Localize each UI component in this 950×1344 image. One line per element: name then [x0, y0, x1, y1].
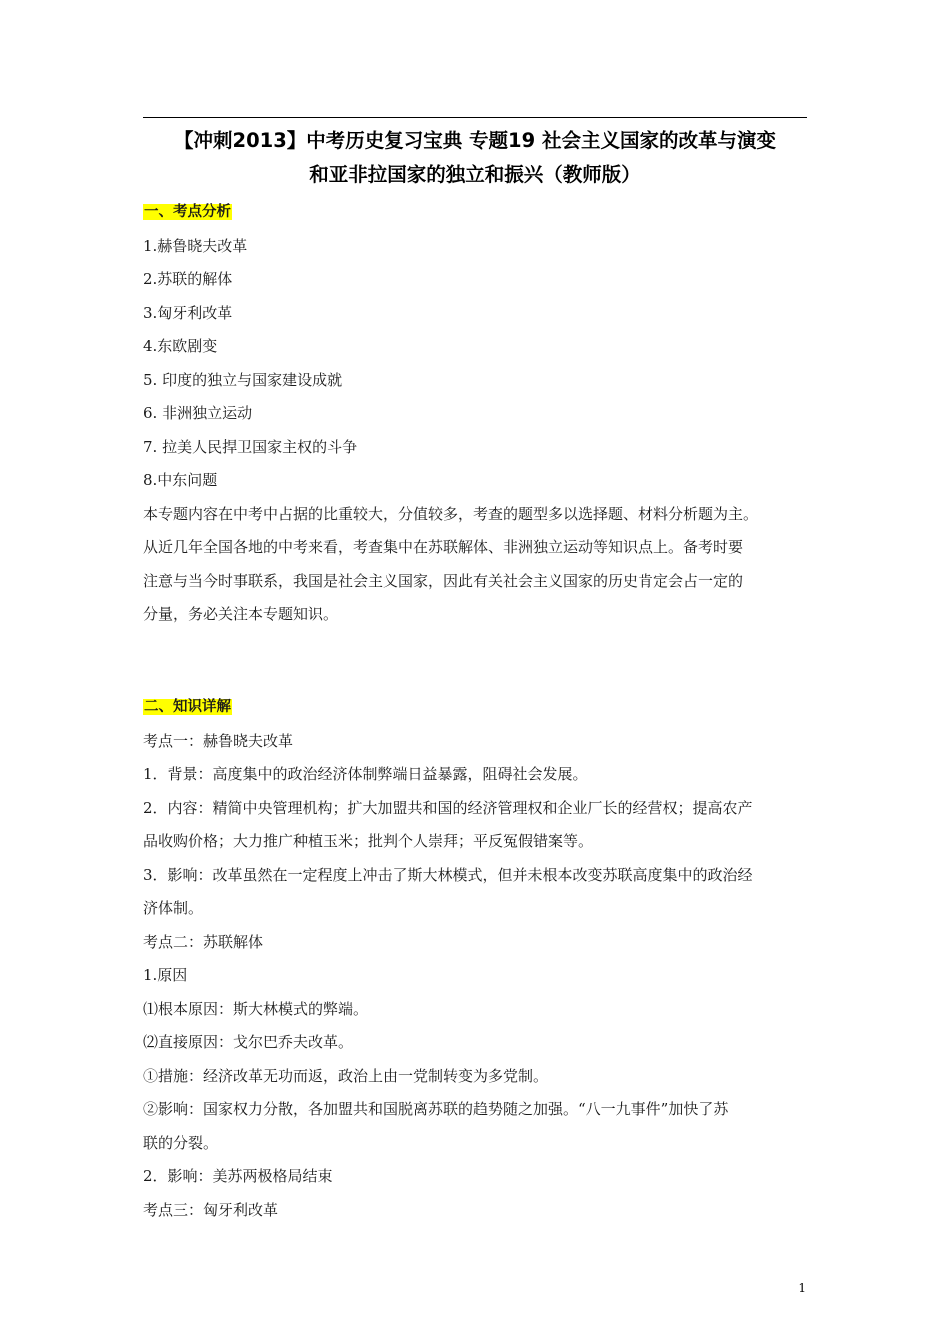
section-heading-details: 二、知识详解	[144, 699, 231, 715]
body-line: 考点三：匈牙利改革	[143, 1200, 279, 1219]
body-line: ⑴根本原因：斯大林模式的弊端。	[143, 999, 369, 1018]
body-line: 1.原因	[143, 966, 188, 984]
title-line-2: 和亚非拉国家的独立和振兴（教师版）	[309, 163, 641, 186]
summary-line: 分量，务必关注本专题知识。	[143, 605, 339, 623]
list-item: 4.东欧剧变	[143, 337, 218, 355]
list-item: 8.中东问题	[143, 471, 218, 489]
body-line: 3．影响：改革虽然在一定程度上冲击了斯大林模式，但并未根本改变苏联高度集中的政治经	[143, 865, 753, 884]
section-heading-analysis: 一、考点分析	[144, 204, 231, 220]
list-item: 3.匈牙利改革	[143, 303, 233, 322]
list-item: 7. 拉美人民捍卫国家主权的斗争	[143, 437, 358, 456]
summary-line: 从近几年全国各地的中考来看，考查集中在苏联解体、非洲独立运动等知识点上。备考时要	[143, 538, 744, 556]
page-number: 1	[798, 1281, 806, 1295]
body-line: ⑵直接原因：戈尔巴乔夫改革。	[143, 1033, 354, 1051]
list-item: 6. 非洲独立运动	[143, 404, 253, 422]
list-item: 5. 印度的独立与国家建设成就	[143, 370, 343, 389]
list-item: 1.赫鲁晓夫改革	[143, 236, 248, 255]
body-line: 2．影响：美苏两极格局结束	[143, 1167, 333, 1185]
list-item: 2.苏联的解体	[143, 270, 233, 288]
body-line: 济体制。	[143, 899, 204, 917]
body-line: 联的分裂。	[143, 1133, 219, 1152]
body-line: 考点一：赫鲁晓夫改革	[143, 731, 294, 750]
body-line: 1．背景：高度集中的政治经济体制弊端日益暴露，阻碍社会发展。	[143, 765, 588, 783]
body-line: 2．内容：精简中央管理机构；扩大加盟共和国的经济管理权和企业厂长的经营权；提高农产	[143, 798, 753, 817]
blank-line	[143, 665, 807, 691]
body-line: 考点二：苏联解体	[143, 932, 264, 951]
body-line: 品收购价格；大力推广种植玉米；批判个人崇拜；平反冤假错案等。	[143, 832, 594, 850]
body-line: ②影响：国家权力分散，各加盟共和国脱离苏联的趋势随之加强。“八一九事件”加快了苏	[143, 1100, 729, 1118]
document-title	[143, 124, 807, 192]
header-rule	[143, 117, 807, 118]
summary-line: 注意与当今时事联系，我国是社会主义国家，因此有关社会主义国家的历史肯定会占一定的	[143, 571, 744, 590]
document-body	[143, 196, 807, 1227]
body-line: ①措施：经济改革无功而返，政治上由一党制转变为多党制。	[143, 1066, 549, 1085]
blank-line	[143, 632, 807, 666]
summary-line: 本专题内容在中考中占据的比重较大，分值较多，考查的题型多以选择题、材料分析题为主。	[143, 504, 759, 523]
title-line-1: 【冲刺2013】中考历史复习宝典 专题19 社会主义国家的改革与演变	[174, 129, 776, 152]
